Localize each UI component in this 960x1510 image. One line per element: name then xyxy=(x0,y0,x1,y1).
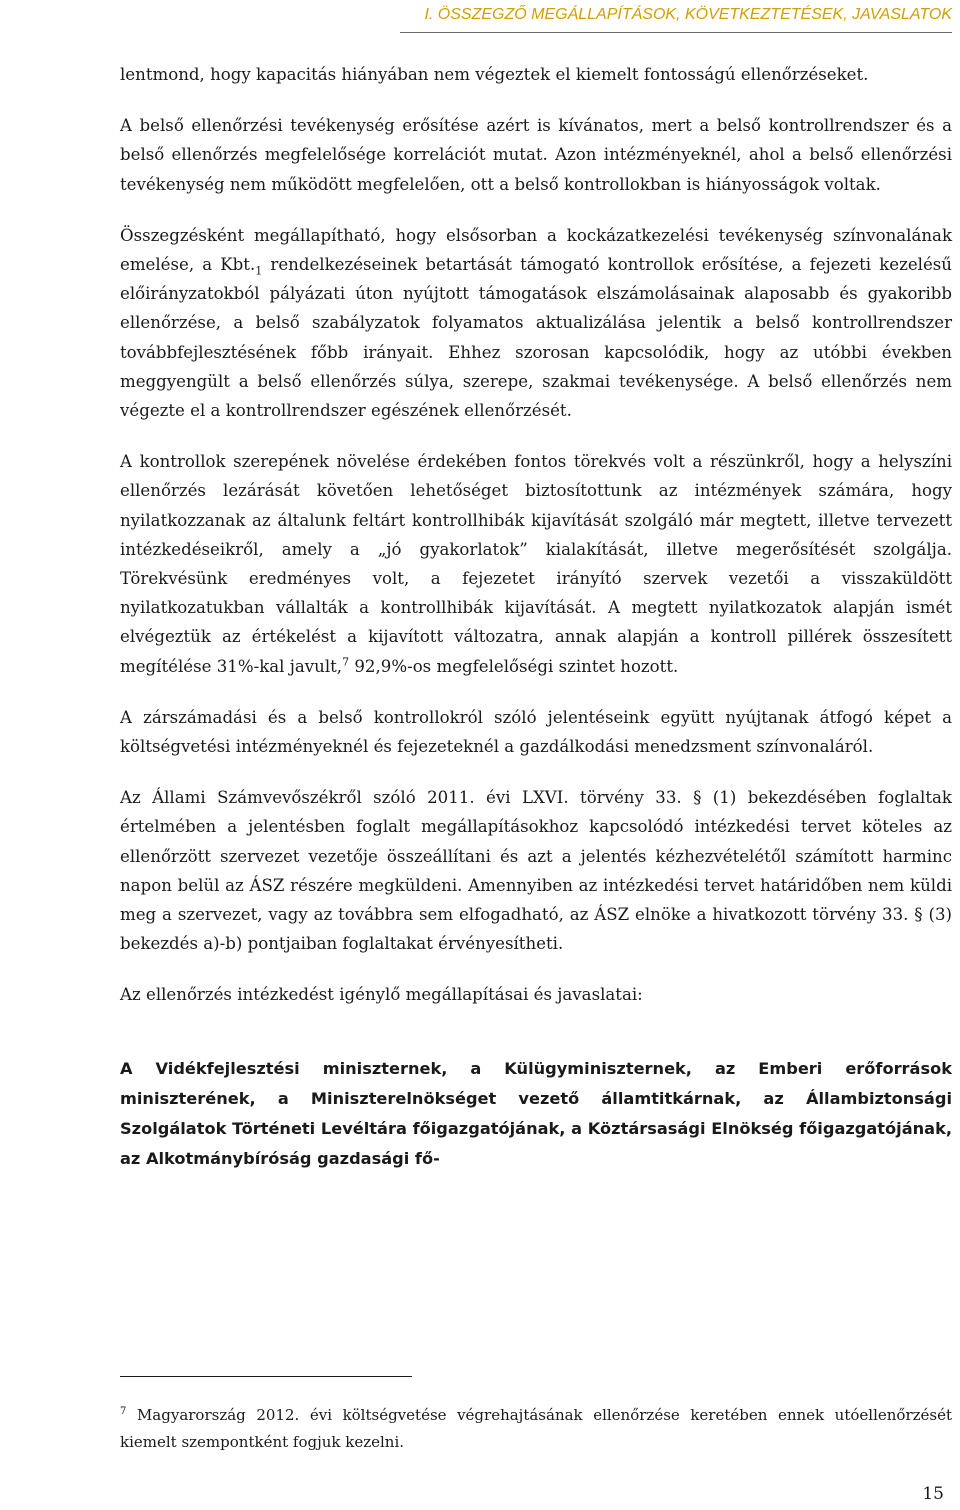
footnote-separator xyxy=(120,1376,412,1377)
main-text xyxy=(120,60,952,1197)
paragraph-4-part-b: 92,9%-os megfelelőségi szintet hozott. xyxy=(349,656,679,676)
paragraph-2: A belső ellenőrzési tevékenység erősítése azért is kívánatos, mert a belső kontrollrendszer és a belső ellenőrzés megfelelősége korrelációt mutat. Azon intézményeknél, ahol a belső ellenőrzési tevékenység nem működött megfelelően, ott a belső kontrollokban is hiányosságok voltak. xyxy=(120,116,952,194)
subscript-1: 1 xyxy=(255,264,263,278)
footnote-ref-7[interactable]: 7 xyxy=(342,655,350,669)
paragraph-6: Az Állami Számvevőszékről szóló 2011. évi LXVI. törvény 33. § (1) bekezdésében foglaltak értelmében a jelentésben foglalt megállapításokhoz kapcsolódó intézkedési tervet köteles az ellenőrzött szervezet vezetője összeállítani és azt a jelentés kézhezvételétől számított harminc napon belül az ÁSZ részére megküldeni. Amennyiben az intézkedési tervet határidőben nem küldi meg a szervezet, vagy az továbbra sem elfogadható, az ÁSZ elnöke a hivatkozott törvény 33. § (3) bekezdés a)-b) pontjaiban foglaltakat érvényesítheti. xyxy=(120,788,952,954)
paragraph-4-part-a: A kontrollok szerepének növelése érdekében fontos törekvés volt a részünkről, hogy a helyszíni ellenőrzés lezárását követően lehetőséget biztosítottunk az intézmények számára, hogy nyilatkozzanak az általunk feltárt kontrollhibák kijavítását szolgáló már megtett, illetve tervezett intézkedéseikről, amely a „jó gyakorlatok” kialakítását, illetve megerősítését szolgálja. Törekvésünk eredményes volt, a fejezetet irányító szervek vezetői a visszaküldött nyilatkozatukban vállalták a kontrollhibák kijavítását. A megtett nyilatkozatok alapján ismét elvégeztük az értékelést a kijavított változatra, annak alapján a kontroll pillérek összesített megítélése 31%-kal javult, xyxy=(120,452,952,676)
paragraph-3-part-a: Összegzésként megállapítható, hogy elsősorban a kockázatkezelési tevékenység színvonalának emelése, a Kbt. xyxy=(120,225,952,275)
paragraph-4 xyxy=(120,447,952,681)
recommendation-heading: A Vidékfejlesztési miniszternek, a Külügyminiszternek, az Emberi erőforrások miniszterének, a Miniszterelnökséget vezető államtitkárnak, az Állambiztonsági Szolgálatok Történeti Levéltára főigazgatójának, a Köztársasági Elnökség főigazgatójának, az Alkotmánybíróság gazdasági fő- xyxy=(120,1058,952,1169)
paragraph-3-part-b: rendelkezéseinek betartását támogató kontrollok erősítése, a fejezeti kezelésű előirányzatokból pályázati úton nyújtott támogatások elszámolásainak alaposabb és gyakoribb ellenőrzése, a belső szabályzatok folyamatos aktualizálása jelentik a belső kontrollrendszer továbbfejlesztésének főbb irányait. Ehhez szorosan kapcsolódik, hogy az utóbbi években meggyengült a belső ellenőrzés súlya, szerepe, szakmai tevékenysége. A belső ellenőrzés nem végezte el a kontrollrendszer egészének ellenőrzését. xyxy=(120,255,952,421)
paragraph-1: lentmond, hogy kapacitás hiányában nem végeztek el kiemelt fontosságú ellenőrzéseket. xyxy=(120,65,869,84)
running-header xyxy=(400,0,952,33)
paragraph-3 xyxy=(120,221,952,425)
paragraph-5: A zárszámadási és a belső kontrollokról szóló jelentéseink együtt nyújtanak átfogó képet a költségvetési intézményeknél és fejezeteknél a gazdálkodási menedzsment színvonaláról. xyxy=(120,707,952,757)
footnote-7 xyxy=(120,1402,952,1456)
footnote-text: Magyarország 2012. évi költségvetése végrehajtásának ellenőrzése keretében ennek utóellenőrzését kiemelt szempontként fogjuk kezelni. xyxy=(120,1406,952,1451)
running-header-text: I. ÖSSZEGZŐ MEGÁLLAPÍTÁSOK, KÖVETKEZTETÉSEK, JAVASLATOK xyxy=(424,6,952,23)
paragraph-7: Az ellenőrzés intézkedést igénylő megállapításai és javaslatai: xyxy=(120,985,643,1005)
page-number: 15 xyxy=(922,1484,944,1504)
footnote-marker: 7 xyxy=(120,1406,127,1417)
